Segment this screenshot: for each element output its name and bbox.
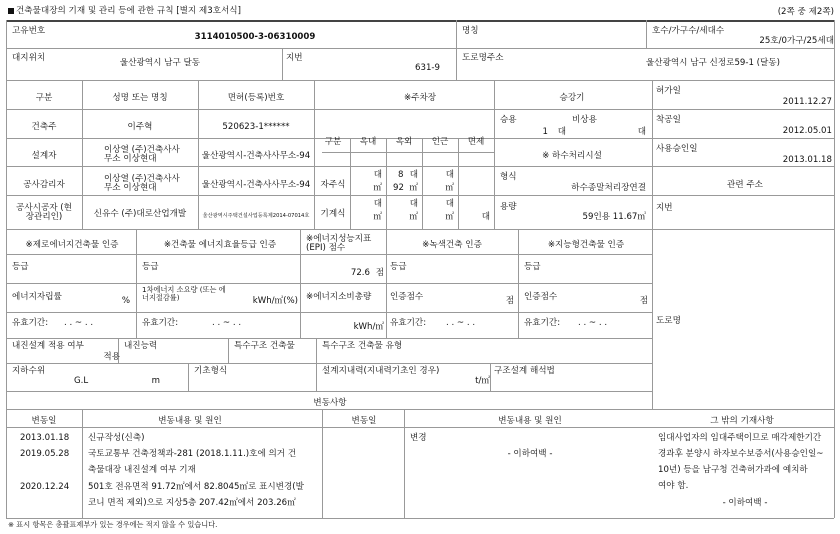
parking-title: ※주차장 — [403, 93, 437, 103]
grid-h-line — [6, 48, 834, 49]
other-blank-text: - 이하여백 - — [722, 498, 768, 508]
grid-v-line — [386, 138, 387, 229]
grid-h-line — [6, 195, 834, 196]
grid-h-line — [6, 312, 652, 313]
change-content-header: 변동내용 및 원인 — [158, 416, 222, 426]
related-road-label: 도로명 — [656, 316, 681, 326]
people-license-header: 면허(등록)번호 — [227, 93, 285, 103]
grid-v-line — [188, 363, 189, 391]
grid-h-line — [6, 283, 652, 284]
permit-date: 2011.12.27 — [782, 97, 832, 107]
parking-nearby-header: 인근 — [431, 137, 449, 147]
other-note-line: 10년) 등을 남구청 건축허가과에 예치하 — [658, 465, 808, 475]
green-grade-label: 등급 — [390, 262, 407, 272]
seismic-design-label: 내진설계 적용 여부 — [12, 341, 84, 351]
other-notes-header: 그 밖의 기재사항 — [710, 416, 774, 426]
id-label: 고유번호 — [12, 26, 46, 36]
people-license: 520623-1****** — [222, 122, 290, 132]
grid-v-line — [494, 80, 495, 229]
special-structure-label: 특수구조 건축물 — [234, 341, 295, 351]
energy-efficiency-cert: ※건축물 에너지효율등급 인증 — [163, 240, 277, 250]
change-text: 축물대장 내진설계 여부 기재 — [88, 465, 196, 475]
eff-valid-label: 유효기간: — [142, 318, 179, 328]
structural-method-label: 구조설계 해석법 — [494, 366, 555, 376]
grid-h-line — [6, 338, 652, 339]
other-note-line: 여야 함. — [658, 481, 689, 491]
parking-unit: 대 — [445, 199, 454, 209]
parking-exempt-header: 면제 — [467, 137, 485, 147]
special-structure-type-label: 특수구조 건축물 유형 — [322, 341, 403, 351]
parking-mech-label: 기계식 — [320, 209, 346, 219]
related-lot-label: 지번 — [656, 203, 673, 213]
grid-v-line — [322, 409, 323, 518]
change-text: 코니 면적 제외)으로 지상5층 207.42㎡에서 203.26㎡ — [88, 498, 296, 508]
groundwater-label: 지하수위 — [12, 366, 46, 376]
site-label: 대지위치 — [12, 53, 46, 63]
grid-h-line — [6, 518, 834, 519]
zero-energy-cert: ※제로에너지건축물 인증 — [25, 240, 119, 250]
parking-unit: 대 — [409, 199, 418, 209]
grid-h-line — [6, 138, 834, 139]
people-license: 울산광역시-건축사사무소-94 — [201, 151, 311, 161]
related-address-label: 관련 주소 — [727, 180, 763, 190]
seismic-ability-label: 내진능력 — [124, 341, 158, 351]
grid-v-line — [350, 138, 351, 229]
sewage-type-value: 하수종말처리장연결 — [571, 183, 646, 193]
self-sufficiency-label: 에너지자립률 — [12, 292, 62, 302]
smart-valid-label: 유효기간: — [524, 318, 561, 328]
grid-v-line — [458, 138, 459, 229]
parking-unit: ㎡ — [409, 183, 418, 193]
road-value: 울산광역시 남구 신정로59-1 (달동) — [645, 58, 780, 68]
change-date-header: 변동일 — [31, 416, 57, 426]
zero-valid-period: . . ~ . . — [64, 318, 94, 328]
grid-h-line — [6, 229, 834, 230]
sewage-capacity-value: 59인용 11.67㎥ — [582, 212, 646, 222]
id-value: 3114010500-3-06310009 — [194, 32, 316, 42]
mid-change-text: 변경 — [410, 433, 427, 443]
grid-v-line — [652, 80, 653, 409]
square-bullet-icon — [8, 8, 14, 14]
smart-cert-score-unit: 점 — [639, 296, 648, 306]
grid-v-line — [834, 20, 835, 518]
approval-date: 2013.01.18 — [782, 155, 832, 165]
grid-v-line — [316, 338, 317, 391]
people-name: 이상열 (주)건축사사무소 이상현대 — [104, 174, 180, 193]
elevator-unit: 대 — [557, 127, 566, 137]
grid-v-line — [646, 20, 647, 48]
people-name: 신유수 (주)대로산업개발 — [93, 209, 187, 219]
change-date-header-2: 변동일 — [351, 416, 377, 426]
epi-score-unit: 점 — [375, 268, 384, 278]
parking-outdoor-header: 옥외 — [395, 137, 413, 147]
smart-cert-score-label: 인증점수 — [524, 292, 558, 302]
epi-score-title: ※에너지성능지표(EPI) 점수 — [306, 234, 372, 253]
zero-grade-label: 등급 — [12, 262, 29, 272]
elevator-unit: 대 — [637, 127, 646, 137]
grid-v-line — [404, 409, 405, 518]
sewage-capacity-label: 용량 — [500, 202, 517, 212]
elevator-emergency-label: 비상용 — [572, 115, 597, 125]
lot-label: 지번 — [286, 53, 303, 63]
grid-h-line — [6, 409, 834, 410]
parking-unit: ㎡ — [445, 183, 454, 193]
primary-energy-label: 1차에너지 소요량 (또는 에너지절감률) — [142, 285, 226, 302]
other-note-line: 임대사업자의 임대주택이므로 매각제한기간 — [658, 433, 822, 443]
groundwater-gl: G.L — [74, 376, 89, 386]
parking-unit: 대 — [409, 170, 418, 180]
parking-outdoor-area: 92 — [393, 183, 404, 193]
parking-unit: ㎡ — [409, 212, 418, 222]
form-rule-title: 건축물대장의 기재 및 관리 등에 관한 규칙 [별지 제3호서식] — [8, 6, 241, 16]
change-date: 2019.05.28 — [20, 449, 70, 459]
smart-valid-period: . . ~ . . — [578, 318, 608, 328]
grid-h-line — [6, 166, 834, 167]
groundwater-unit: m — [151, 376, 160, 386]
units-label: 호수/가구수/세대수 — [652, 26, 725, 36]
page-indicator: (2쪽 중 제2쪽) — [777, 7, 834, 17]
grid-h-line — [6, 254, 652, 255]
change-date: 2013.01.18 — [20, 433, 70, 443]
grid-v-line — [300, 229, 301, 338]
other-note-line: 경과후 분양시 하자보수보증서(사용승인일~ — [658, 449, 824, 459]
grid-v-line — [228, 338, 229, 363]
parking-unit: 대 — [373, 199, 382, 209]
bearing-capacity-unit: t/㎡ — [475, 376, 490, 386]
start-date-label: 착공일 — [656, 115, 681, 125]
elevator-title: 승강기 — [559, 93, 585, 103]
green-valid-label: 유효기간: — [390, 318, 427, 328]
permit-date-label: 허가일 — [656, 86, 681, 96]
mid-blank-text: - 이하여백 - — [507, 449, 553, 459]
people-type-header: 구분 — [35, 93, 53, 103]
grid-v-line — [82, 409, 83, 518]
seismic-applied: 적용 — [103, 352, 120, 362]
grid-v-line — [282, 48, 283, 80]
self-sufficiency-unit: % — [121, 296, 130, 306]
sewage-title: ※ 하수처리시설 — [542, 151, 602, 161]
parking-unit: ㎡ — [445, 212, 454, 222]
change-content-header-2: 변동내용 및 원인 — [498, 416, 562, 426]
change-text: 501호 전유면적 91.72㎡에서 82.8045㎡로 표시변경(발 — [88, 482, 304, 492]
approval-date-label: 사용승인일 — [656, 144, 698, 154]
consumption-unit: kWh/㎡ — [353, 322, 384, 332]
people-type: 건축주 — [31, 122, 57, 132]
green-valid-period: . . ~ . . — [446, 318, 476, 328]
grid-v-line — [6, 20, 7, 518]
bearing-capacity-label: 설계지내력(지내력기초인 경우) — [322, 366, 440, 376]
parking-unit: 대 — [445, 170, 454, 180]
grid-v-line — [456, 20, 457, 80]
green-cert-score-label: 인증점수 — [390, 292, 424, 302]
elevator-passenger-count: 1 — [542, 127, 548, 137]
smart-grade-label: 등급 — [524, 262, 541, 272]
grid-v-line — [136, 229, 137, 338]
people-type: 설계자 — [31, 151, 57, 161]
grid-h-line — [6, 20, 834, 22]
parking-self-label: 자주식 — [320, 180, 346, 190]
grid-h-line — [6, 391, 652, 392]
elevator-passenger-label: 승용 — [500, 115, 517, 125]
parking-unit: ㎡ — [373, 212, 382, 222]
epi-score-value: 72.6 — [350, 268, 370, 278]
green-cert-score-unit: 점 — [505, 296, 514, 306]
footer-note: ※ 표시 항목은 총괄표제부가 있는 경우에는 적지 않을 수 있습니다. — [8, 520, 218, 529]
sewage-type-label: 형식 — [500, 172, 517, 182]
primary-energy-unit: kWh/㎡(%) — [252, 296, 298, 306]
people-type: 공사시공자 (현장관리인) — [16, 203, 72, 222]
grid-v-line — [82, 80, 83, 229]
parking-unit: 대 — [373, 170, 382, 180]
grid-v-line — [198, 80, 199, 229]
change-date: 2020.12.24 — [20, 482, 70, 492]
name-label: 명칭 — [462, 26, 479, 36]
grid-h-line — [494, 166, 652, 167]
foundation-type-label: 기초형식 — [194, 366, 228, 376]
grid-v-line — [422, 138, 423, 229]
road-label: 도로명주소 — [462, 53, 504, 63]
change-text: 신규작성(신축) — [88, 433, 145, 443]
parking-unit: 대 — [481, 212, 490, 222]
people-type: 공사감리자 — [23, 180, 65, 190]
grid-h-line — [6, 80, 834, 81]
lot-value: 631-9 — [415, 63, 440, 73]
change-text: 국토교통부 건축정책과-281 (2018.1.11.)호에 의거 건 — [88, 449, 297, 459]
eff-grade-label: 등급 — [142, 262, 159, 272]
grid-h-line — [6, 109, 834, 110]
grid-h-line — [322, 152, 494, 153]
grid-v-line — [314, 80, 315, 229]
people-name: 이주혁 — [127, 122, 153, 132]
people-license: 울산광역시주택건설사업등록제2014-07014호 — [202, 213, 310, 219]
parking-outdoor-count: 8 — [398, 170, 404, 180]
zero-valid-label: 유효기간: — [12, 318, 49, 328]
grid-v-line — [518, 229, 519, 338]
people-license: 울산광역시-건축사사무소-94 — [201, 180, 311, 190]
energy-consumption-label: ※에너지소비총량 — [306, 292, 372, 302]
grid-h-line — [6, 363, 652, 364]
people-name-header: 성명 또는 명칭 — [112, 93, 168, 103]
site-value: 울산광역시 남구 달동 — [119, 58, 201, 68]
grid-v-line — [490, 363, 491, 391]
people-name: 이상열 (주)건축사사무소 이상현대 — [104, 145, 180, 164]
smart-building-cert: ※지능형건축물 인증 — [547, 240, 625, 250]
parking-unit: ㎡ — [373, 183, 382, 193]
start-date: 2012.05.01 — [782, 126, 832, 136]
parking-indoor-header: 옥내 — [359, 137, 377, 147]
units-value: 25호/0가구/25세대 — [759, 36, 834, 46]
grid-h-line — [6, 427, 834, 428]
changes-title: 변동사항 — [313, 398, 347, 408]
eff-valid-period: . . ~ . . — [212, 318, 242, 328]
green-building-cert: ※녹색건축 인증 — [422, 240, 482, 250]
parking-type-header: 구분 — [324, 137, 342, 147]
